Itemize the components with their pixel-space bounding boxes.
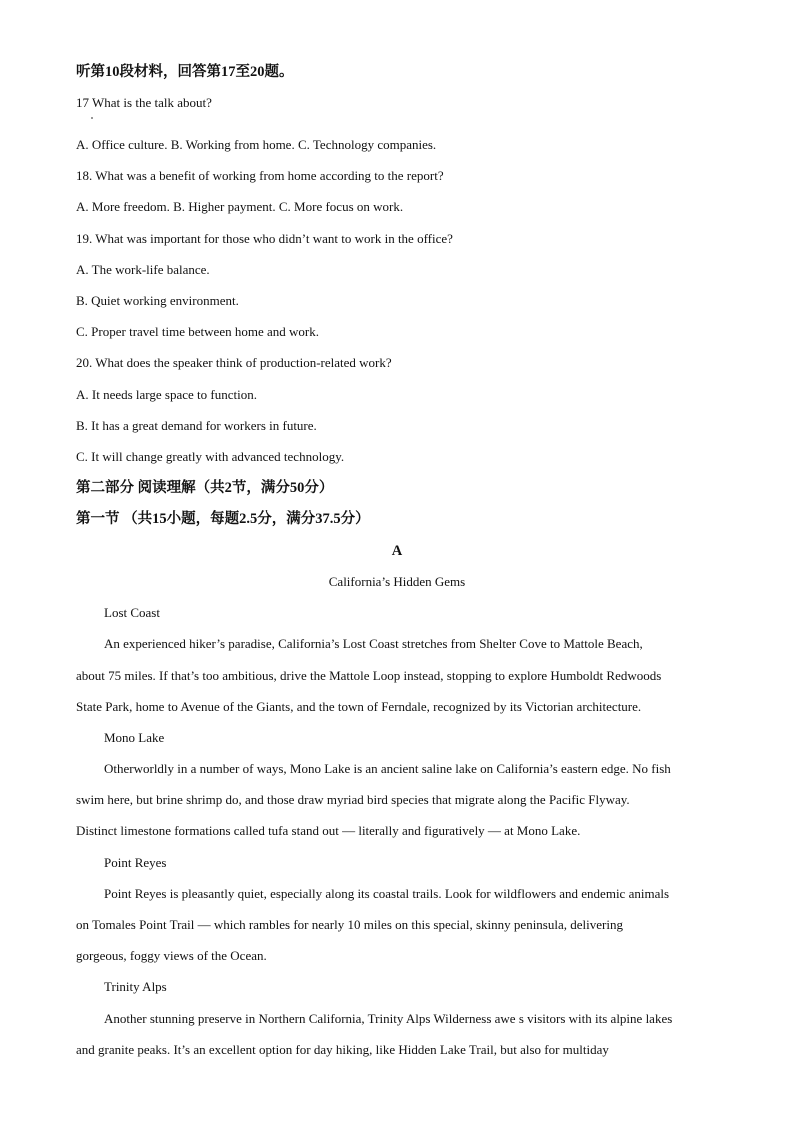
paragraph-line: about 75 miles. If that’s too ambitious, drive the Mattole Loop instead, stopping to explore Humboldt Redwoods — [76, 668, 662, 683]
question-18-stem: 18. What was a benefit of working from home according to the report? — [76, 168, 444, 183]
section-heading-trinity-alps: Trinity Alps — [104, 979, 167, 994]
paragraph-line: An experienced hiker’s paradise, California’s Lost Coast stretches from Shelter Cove to Mattole Beach, — [104, 636, 643, 651]
section-intro: 听第10段材料，回答第17至20题。 — [76, 64, 294, 80]
passage-letter: A — [391, 543, 403, 559]
paragraph-line: on Tomales Point Trail — which rambles for nearly 10 miles on this special, skinny peninsula, delivering — [76, 917, 623, 932]
stray-mark — [91, 117, 93, 119]
section-heading-mono-lake: Mono Lake — [104, 730, 165, 745]
paragraph-line: Point Reyes is pleasantly quiet, especially along its coastal trails. Look for wildflowers and endemic animals — [104, 886, 670, 901]
question-18-options: A. More freedom. B. Higher payment. C. More focus on work. — [76, 199, 404, 214]
paragraph-line: swim here, but brine shrimp do, and those draw myriad bird species that migrate along the Pacific Flyway. — [76, 792, 630, 807]
question-19-option-a: A. The work-life balance. — [76, 262, 210, 277]
question-20-option-c: C. It will change greatly with advanced technology. — [76, 449, 345, 464]
question-19-option-c: C. Proper travel time between home and work. — [76, 324, 319, 339]
paragraph-line: Another stunning preserve in Northern California, Trinity Alps Wilderness awe s visitors with its alpine lakes — [104, 1011, 673, 1026]
question-19-stem: 19. What was important for those who didn’t want to work in the office? — [76, 231, 453, 246]
paragraph-line: and granite peaks. It’s an excellent option for day hiking, like Hidden Lake Trail, but also for multiday — [76, 1042, 609, 1057]
question-20-option-b: B. It has a great demand for workers in future. — [76, 418, 317, 433]
paragraph-line: Distinct limestone formations called tufa stand out — literally and figuratively — at Mono Lake. — [76, 823, 581, 838]
paragraph-line: Otherworldly in a number of ways, Mono Lake is an ancient saline lake on California’s eastern edge. No fish — [104, 761, 671, 776]
paragraph-line: State Park, home to Avenue of the Giants, and the town of Ferndale, recognized by its Victorian architecture. — [76, 699, 642, 714]
question-20-option-a: A. It needs large space to function. — [76, 387, 257, 402]
question-17-options: A. Office culture. B. Working from home. C. Technology companies. — [76, 137, 437, 152]
section-one-heading: 第一节 （共15小题，每题2.5分，满分37.5分） — [76, 511, 370, 527]
section-heading-lost-coast: Lost Coast — [104, 605, 160, 620]
question-20-stem: 20. What does the speaker think of production-related work? — [76, 355, 392, 370]
question-17-stem: 17 What is the talk about? — [76, 95, 212, 110]
part-two-heading: 第二部分 阅读理解（共2节，满分50分） — [76, 480, 334, 496]
question-19-option-b: B. Quiet working environment. — [76, 293, 239, 308]
paragraph-line: gorgeous, foggy views of the Ocean. — [76, 948, 267, 963]
passage-title: California’s Hidden Gems — [328, 574, 466, 589]
section-heading-point-reyes: Point Reyes — [104, 855, 167, 870]
